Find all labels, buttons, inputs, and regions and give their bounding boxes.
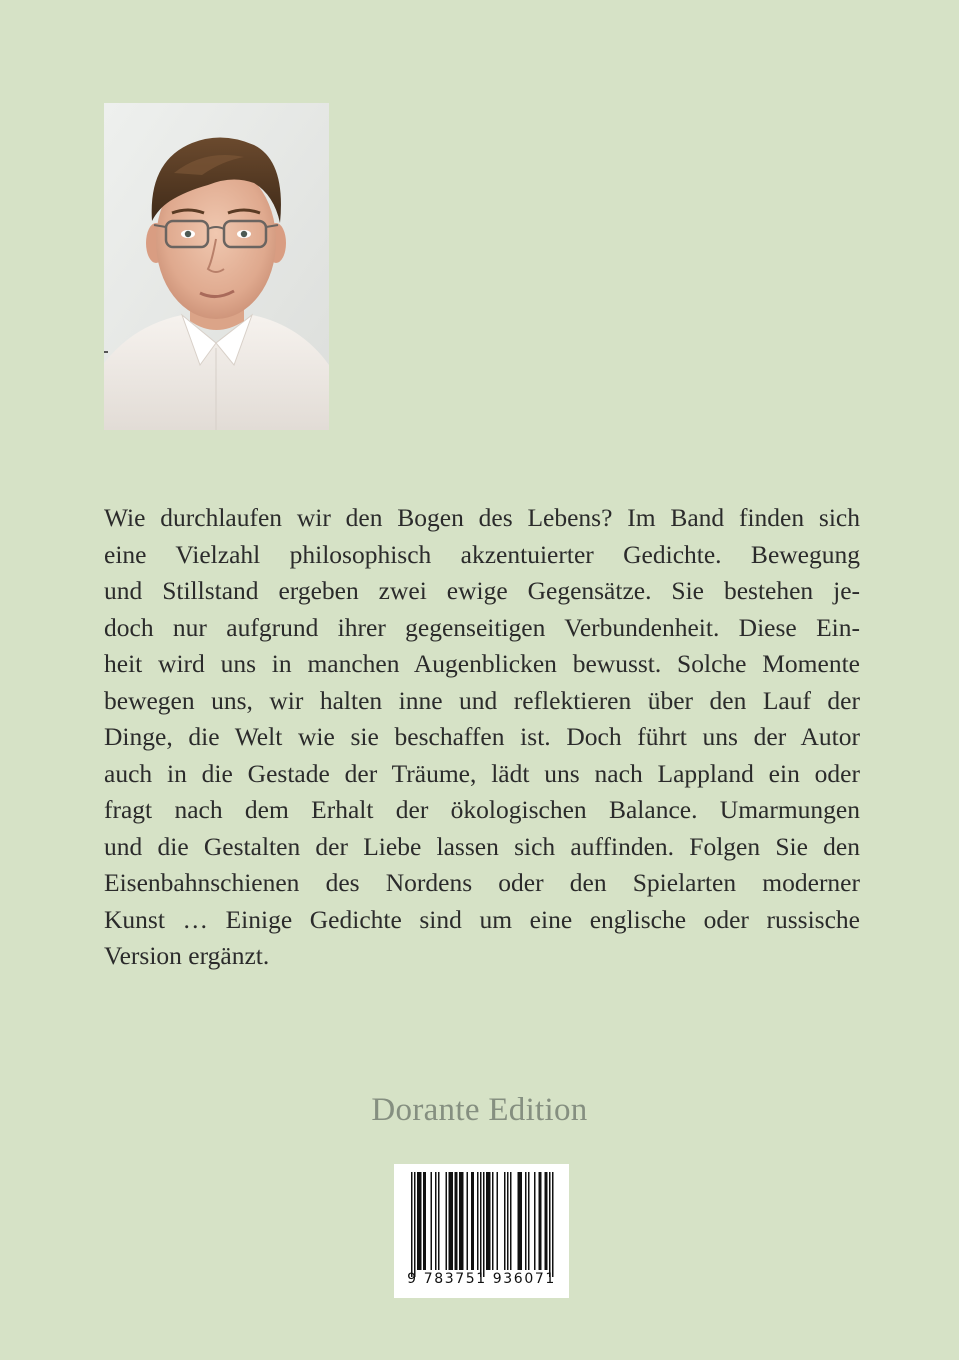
- blurb-line: Eisenbahnschienen des Nordens oder den Spielarten moderner: [104, 868, 860, 897]
- barcode-bar: [417, 1172, 419, 1270]
- barcode-bar: [552, 1172, 554, 1277]
- barcode-bar: [435, 1172, 437, 1270]
- barcode-bar: [411, 1172, 413, 1277]
- book-description: [104, 500, 860, 975]
- isbn-barcode: [394, 1164, 569, 1298]
- barcode-bar: [497, 1172, 499, 1270]
- barcode-bar: [489, 1172, 491, 1270]
- barcode-bar: [528, 1172, 530, 1270]
- barcode-bar: [480, 1172, 482, 1277]
- barcode-bar: [425, 1172, 427, 1270]
- blurb-line: Version ergänzt.: [104, 941, 270, 970]
- blurb-line: fragt nach dem Erhalt der ökologischen Balance. Umarmungen: [104, 795, 860, 824]
- barcode-bar: [431, 1172, 433, 1270]
- blurb-line: auch in die Gestade der Träume, lädt uns nach Lappland ein oder: [104, 758, 860, 788]
- author-photo: [104, 103, 329, 430]
- barcode-bar: [534, 1172, 536, 1270]
- barcode-bar: [545, 1172, 547, 1270]
- publisher-name: Dorante Edition: [371, 1092, 588, 1128]
- barcode-bar: [546, 1172, 548, 1270]
- barcode-bar: [452, 1172, 454, 1270]
- barcode-bar: [420, 1172, 422, 1270]
- barcode-bar: [419, 1172, 421, 1270]
- barcode-bar: [507, 1172, 509, 1270]
- barcode-bar: [414, 1172, 416, 1277]
- barcode-bar: [549, 1172, 551, 1277]
- barcode-bar: [510, 1172, 512, 1270]
- barcode-bar: [540, 1172, 542, 1270]
- blurb-line: und die Gestalten der Liebe lassen sich auffinden. Folgen Sie den: [104, 831, 860, 861]
- barcode-bar: [455, 1172, 457, 1270]
- barcode-bar: [486, 1172, 488, 1270]
- barcode-bar: [438, 1172, 440, 1270]
- barcode-bar: [450, 1172, 452, 1270]
- blurb-line: Kunst … Einige Gedichte sind um eine englische oder russische: [104, 904, 860, 934]
- barcode-bar: [518, 1172, 520, 1270]
- blurb-line: heit wird uns in manchen Augenblicken bewusst. Solche Momente: [104, 649, 860, 678]
- barcode-bar: [467, 1172, 469, 1270]
- blurb-line: und Stillstand ergeben zwei ewige Gegensätze. Sie bestehen je-: [104, 576, 860, 605]
- barcode-bar: [473, 1172, 475, 1270]
- barcode-bar: [459, 1172, 461, 1270]
- barcode-bar: [423, 1172, 425, 1270]
- blurb-line: Dinge, die Welt wie sie beschaffen ist. Doch führt uns der Autor: [104, 722, 860, 751]
- blurb-line: doch nur aufgrund ihrer gegenseitigen Verbundenheit. Diese Ein-: [104, 612, 860, 642]
- barcode-bar: [504, 1172, 506, 1270]
- blurb-line: bewegen uns, wir halten inne und reflektieren über den Lauf der: [104, 685, 860, 715]
- barcode-bar: [456, 1172, 458, 1270]
- blurb-line: Wie durchlaufen wir den Bogen des Lebens? Im Band finden sich: [104, 503, 860, 532]
- barcode-bar: [525, 1172, 527, 1270]
- barcode-bar: [488, 1172, 490, 1270]
- blurb-line: eine Vielzahl philosophisch akzentuierter Gedichte. Bewegung: [104, 539, 860, 569]
- barcode-bar: [483, 1172, 485, 1277]
- barcode-bar: [539, 1172, 541, 1270]
- barcode-bar: [446, 1172, 448, 1270]
- barcode-bar: [462, 1172, 464, 1270]
- barcode-bar: [471, 1172, 473, 1270]
- barcode-bar: [521, 1172, 523, 1270]
- barcode-bar: [519, 1172, 521, 1270]
- isbn-digits: 9 783751 936071: [407, 1271, 556, 1287]
- barcode-bar: [461, 1172, 463, 1270]
- barcode-bar: [449, 1172, 451, 1270]
- barcode-bar: [477, 1172, 479, 1270]
- barcode-bar: [492, 1172, 494, 1270]
